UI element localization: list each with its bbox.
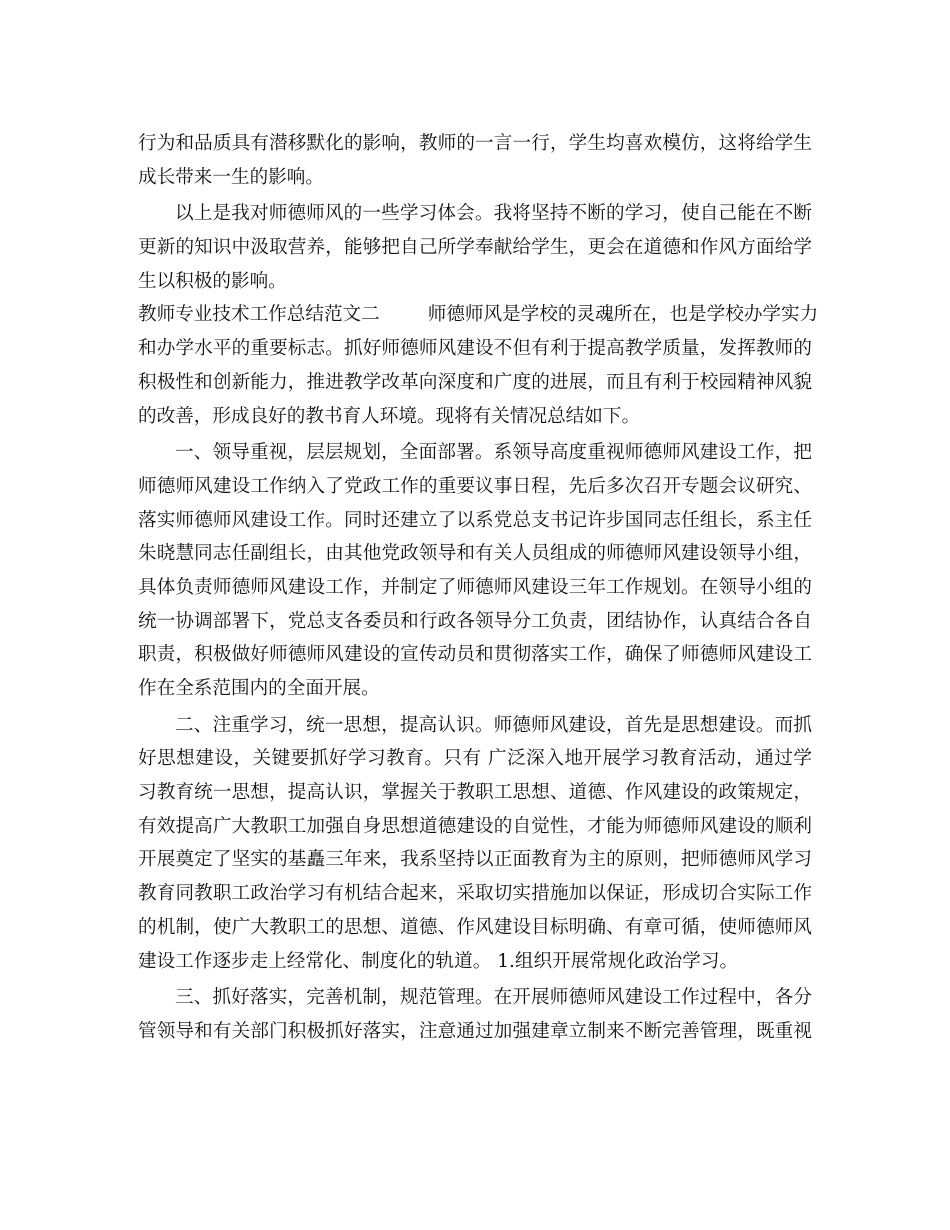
text-line: 统一协调部署下，党总支各委员和行政各领导分工负责，团结协作，认真结合各自 — [138, 610, 812, 632]
text-line: 行为和品质具有潜移默化的影响，教师的一言一行，学生均喜欢模仿，这将给学生 — [138, 133, 812, 154]
paragraph-5 — [138, 709, 812, 979]
text-line: 建设工作逐步走上经常化、制度化的轨道。 1.组织开展常规化政治学习。 — [138, 950, 739, 972]
text-line — [138, 298, 819, 332]
text-line: 积极性和创新能力，推进教学改革向深度和广度的进展，而且有利于校园精神风貌 — [138, 371, 812, 393]
text-line: 具体负责师德师风建设工作，并制定了师德师风建设三年工作规划。在领导小组的 — [138, 576, 812, 598]
text-line: 师德师风建设工作纳入了党政工作的重要议事日程，先后多次召开专题会议研究、 — [138, 475, 812, 497]
text-line: 落实师德师风建设工作。同时还建立了以系党总支书记许步国同志任组长，系主任 — [138, 509, 812, 531]
text-line: 二、注重学习，统一思想，提高认识。师德师风建设，首先是思想建设。而抓 — [175, 714, 812, 736]
text-line: 的改善，形成良好的教书育人环境。现将有关情况总结如下。 — [138, 405, 641, 427]
text-line: 更新的知识中汲取营养，能够把自己所学奉献给学生，更会在道德和作风方面给学 — [138, 237, 812, 259]
text-line: 一、领导重视，层层规划，全面部署。系领导高度重视师德师风建设工作，把 — [175, 442, 812, 464]
text-line: 作在全系范围内的全面开展。 — [138, 678, 380, 699]
section-heading: 教师专业技术工作总结范文二 — [138, 304, 380, 326]
text-line: 成长带来一生的影响。 — [138, 166, 324, 188]
text-line: 生以积极的影响。 — [138, 270, 287, 292]
paragraph-4 — [138, 436, 812, 706]
text-line: 以上是我对师德师风的一些学习体会。我将坚持不断的学习，使自己能在不断 — [175, 203, 812, 225]
document-page — [138, 127, 819, 1049]
paragraph-1 — [138, 127, 812, 194]
paragraph-2 — [138, 197, 812, 298]
text-run: 师德师风是学校的灵魂所在，也是学校办学实力 — [427, 304, 819, 326]
text-line: 三、抓好落实，完善机制，规范管理。在开展师德师风建设工作过程中，各分 — [175, 987, 812, 1009]
paragraph-6 — [138, 981, 812, 1048]
text-line: 职责，积极做好师德师风建设的宣传动员和贯彻落实工作，确保了师德师风建设工 — [138, 644, 812, 666]
text-line: 好思想建设，关键要抓好学习教育。只有 广泛深入地开展学习教育活动，通过学 — [138, 748, 812, 770]
text-line: 和办学水平的重要标志。抓好师德师风建设不但有利于提高教学质量，发挥教师的 — [138, 338, 812, 360]
text-line: 朱晓慧同志任副组长，由其他党政领导和有关人员组成的师德师风建设领导小组， — [138, 543, 812, 565]
text-line: 管领导和有关部门积极抓好落实，注意通过加强建章立制来不断完善管理，既重视 — [138, 1020, 812, 1042]
text-line: 的机制，使广大教职工的思想、道德、作风建设目标明确、有章可循，使师德师风 — [138, 916, 812, 938]
text-line: 教育同教职工政治学习有机结合起来，采取切实措施加以保证，形成切合实际工作 — [138, 883, 812, 905]
text-line: 开展奠定了坚实的基矗三年来，我系坚持以正面教育为主的原则，把师德师风学习 — [138, 849, 812, 871]
text-line: 习教育统一思想，提高认识，掌握关于教职工思想、道德、作风建设的政策规定， — [138, 782, 812, 804]
paragraph-3 — [138, 298, 819, 433]
text-line: 有效提高广大教职工加强自身思想道德建设的自觉性，才能为师德师风建设的顺利 — [138, 815, 812, 837]
